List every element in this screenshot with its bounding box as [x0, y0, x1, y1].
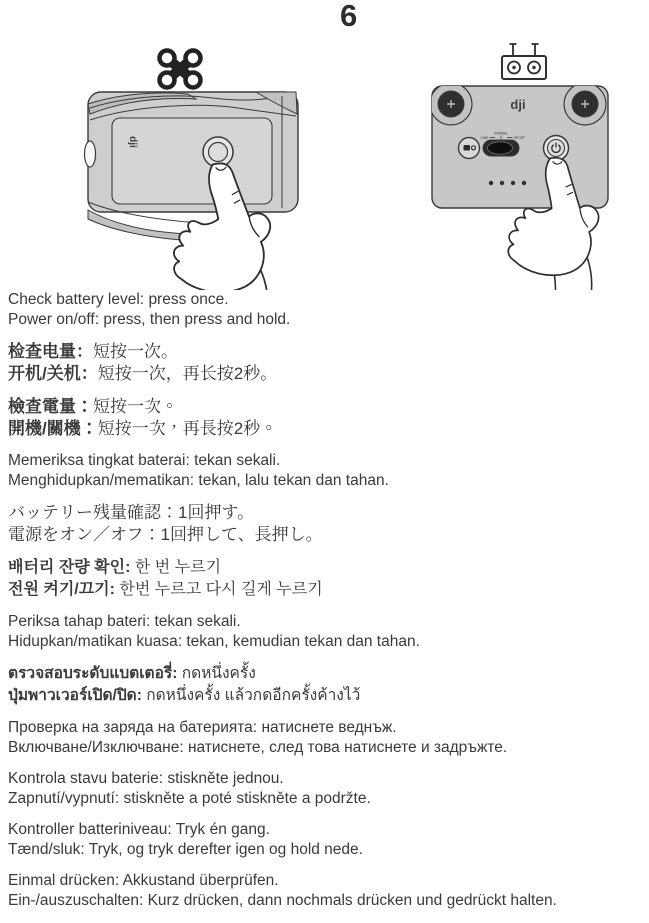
instruction-label: Memeriksa tingkat baterai:	[8, 452, 190, 469]
aircraft-power-button[interactable]	[203, 137, 233, 167]
instruction-block-da	[8, 820, 643, 860]
instruction-label: Hidupkan/matikan kuasa:	[8, 633, 183, 650]
instruction-block-cs	[8, 769, 643, 809]
instruction-block-de	[8, 871, 643, 911]
instruction-label: 電源をオン／オフ：	[8, 525, 161, 544]
instruction-text: stiskněte a poté stiskněte a podržte.	[123, 790, 371, 807]
instruction-text: กดหนึ่งครั้ง แล้วกดอีกครั้งค้างไว้	[146, 687, 361, 704]
left-stick-well[interactable]	[430, 83, 472, 125]
instruction-text: натиснете, след това натиснете и задръжте.	[187, 739, 508, 756]
instruction-text: tekan sekali.	[154, 613, 241, 630]
instruction-label: Periksa tahap bateri:	[8, 613, 151, 630]
instruction-text: 1回押して、長押し。	[160, 525, 323, 544]
figure-aircraft	[78, 42, 318, 290]
instruction-label: 전원 켜기/끄기:	[8, 581, 115, 598]
instruction-text: Tryk, og tryk derefter igen og hold nede.	[88, 841, 363, 858]
instruction-text: 短按一次，再长按2秒。	[97, 364, 278, 383]
remote-controller-icon	[502, 44, 546, 79]
instruction-label: Zapnutí/vypnutí:	[8, 790, 120, 807]
controller-power-button[interactable]	[544, 136, 569, 161]
svg-text:NORMAL: NORMAL	[494, 131, 508, 136]
instruction-block-en	[8, 290, 643, 330]
instruction-label: ตรวจสอบระดับแบตเตอรี่:	[8, 665, 178, 682]
instruction-block-zh-tw	[8, 396, 643, 440]
quadcopter-icon	[160, 51, 201, 88]
instruction-block-th	[8, 663, 643, 707]
instruction-label: 檢查電量：	[8, 397, 93, 416]
instruction-label: 检查电量：	[8, 342, 93, 361]
instruction-text: Akkustand überprüfen.	[122, 872, 279, 889]
instruction-label: Проверка на заряда на батерията:	[8, 719, 258, 736]
instruction-text: tekan sekali.	[194, 452, 281, 469]
instruction-text: 短按一次，再長按2秒。	[97, 419, 278, 438]
instruction-label: Kontrola stavu baterie:	[8, 770, 164, 787]
instruction-block-zh-cn	[8, 341, 643, 385]
instruction-label: 배터리 잔량 확인:	[8, 559, 131, 576]
instruction-label: ปุ่มพาวเวอร์เปิด/ปิด:	[8, 687, 142, 704]
page-number: 6	[340, 0, 358, 33]
gimbal-hint	[85, 141, 96, 167]
instruction-block-ja	[8, 502, 643, 546]
instruction-label: Power on/off:	[8, 311, 100, 328]
function-button[interactable]	[459, 138, 480, 159]
instruction-label: Menghidupkan/mematikan:	[8, 472, 195, 489]
instruction-label: 开机/关机：	[8, 364, 98, 383]
aircraft-dji-logo: dji	[127, 136, 138, 148]
instruction-block-bg	[8, 718, 643, 758]
instruction-text: stiskněte jednou.	[167, 770, 284, 787]
instruction-text: tekan, lalu tekan dan tahan.	[198, 472, 389, 489]
figure-controller	[425, 40, 649, 290]
svg-text:SPORT: SPORT	[514, 135, 525, 140]
instruction-block-ms	[8, 612, 643, 652]
controller-dji-logo: dji	[510, 97, 526, 112]
instruction-text: натиснете веднъж.	[261, 719, 397, 736]
instruction-text: 短按一次。	[93, 397, 178, 416]
instruction-text: Tryk én gang.	[175, 821, 270, 838]
instruction-text: press, then press and hold.	[103, 311, 291, 328]
instruction-text: tekan, kemudian tekan dan tahan.	[186, 633, 420, 650]
instruction-text: 短按一次。	[93, 342, 178, 361]
instruction-label: Check battery level:	[8, 291, 145, 308]
instruction-block-id	[8, 451, 643, 491]
instruction-label: Ein-/auszuschalten:	[8, 892, 144, 909]
flight-mode-switch[interactable]	[480, 132, 525, 157]
right-stick-well[interactable]	[564, 83, 606, 125]
instruction-text: กดหนึ่งครั้ง	[181, 665, 256, 682]
instruction-label: バッテリー残量確認：	[8, 503, 178, 522]
instruction-block-ko	[8, 557, 643, 601]
instruction-label: Tænd/sluk:	[8, 841, 85, 858]
controller-body	[430, 83, 608, 208]
instruction-text: press once.	[148, 291, 229, 308]
instruction-text: Kurz drücken, dann nochmals drücken und gedrückt halten.	[147, 892, 557, 909]
instruction-label: Einmal drücken:	[8, 872, 120, 889]
instruction-text: 한번 누르고 다시 길게 누르기	[119, 581, 323, 598]
instruction-text: 한 번 누르기	[134, 559, 222, 576]
instructions-list	[8, 290, 643, 922]
instruction-label: Включване/Изключване:	[8, 739, 184, 756]
instruction-label: 開機/關機：	[8, 419, 98, 438]
svg-text:CINE: CINE	[480, 135, 488, 140]
instruction-label: Kontroller batteriniveau:	[8, 821, 172, 838]
instruction-text: 1回押す。	[178, 503, 255, 522]
